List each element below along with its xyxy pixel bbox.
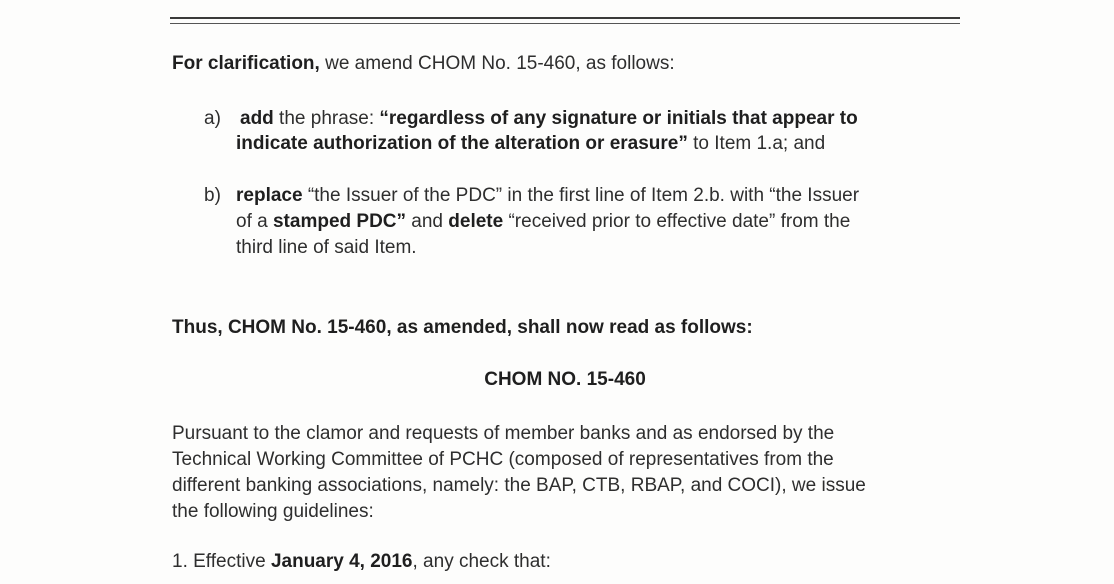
effective-date: January 4, 2016	[270, 551, 413, 572]
header-rule-thick	[170, 17, 960, 19]
amendment-item-a-line-2: indicate authorization of the alteration or erasure” to Item 1.a; and	[236, 133, 826, 154]
pursuant-line-1: Pursuant to the clamor and requests of member banks and as endorsed by the	[172, 423, 835, 444]
clarification-lead: For clarification,	[172, 53, 320, 74]
pursuant-line-2: Technical Working Committee of PCHC (composed of representatives from the	[172, 449, 834, 470]
amendment-item-b-line-2: of a stamped PDC” and delete “received prior to effective date” from the	[236, 211, 851, 232]
header-rule-thin	[170, 23, 960, 24]
chom-heading: CHOM NO. 15-460	[484, 369, 646, 390]
pursuant-line-4: the following guidelines:	[172, 501, 374, 522]
clarification-paragraph	[172, 52, 675, 76]
amendment-item-b-line-1: replace “the Issuer of the PDC” in the first line of Item 2.b. with “the Issuer	[236, 185, 860, 206]
amendment-item-b-line-3: third line of said Item.	[236, 237, 417, 258]
pursuant-line-3: different banking associations, namely: the BAP, CTB, RBAP, and COCI), we issue	[172, 475, 866, 496]
clarification-text: we amend CHOM No. 15-460, as follows:	[319, 53, 675, 74]
thus-paragraph: Thus, CHOM No. 15-460, as amended, shall now read as follows:	[172, 317, 753, 338]
amendment-item-b-label: b)	[204, 185, 221, 206]
guideline-item-1: 1. Effective January 4, 2016, any check that:	[172, 551, 551, 572]
amendment-item-a-label: a)	[204, 108, 221, 129]
guideline-item-1-number: 1.	[172, 551, 188, 572]
amendment-item-a-line-1: add the phrase: “regardless of any signature or initials that appear to	[240, 108, 858, 129]
